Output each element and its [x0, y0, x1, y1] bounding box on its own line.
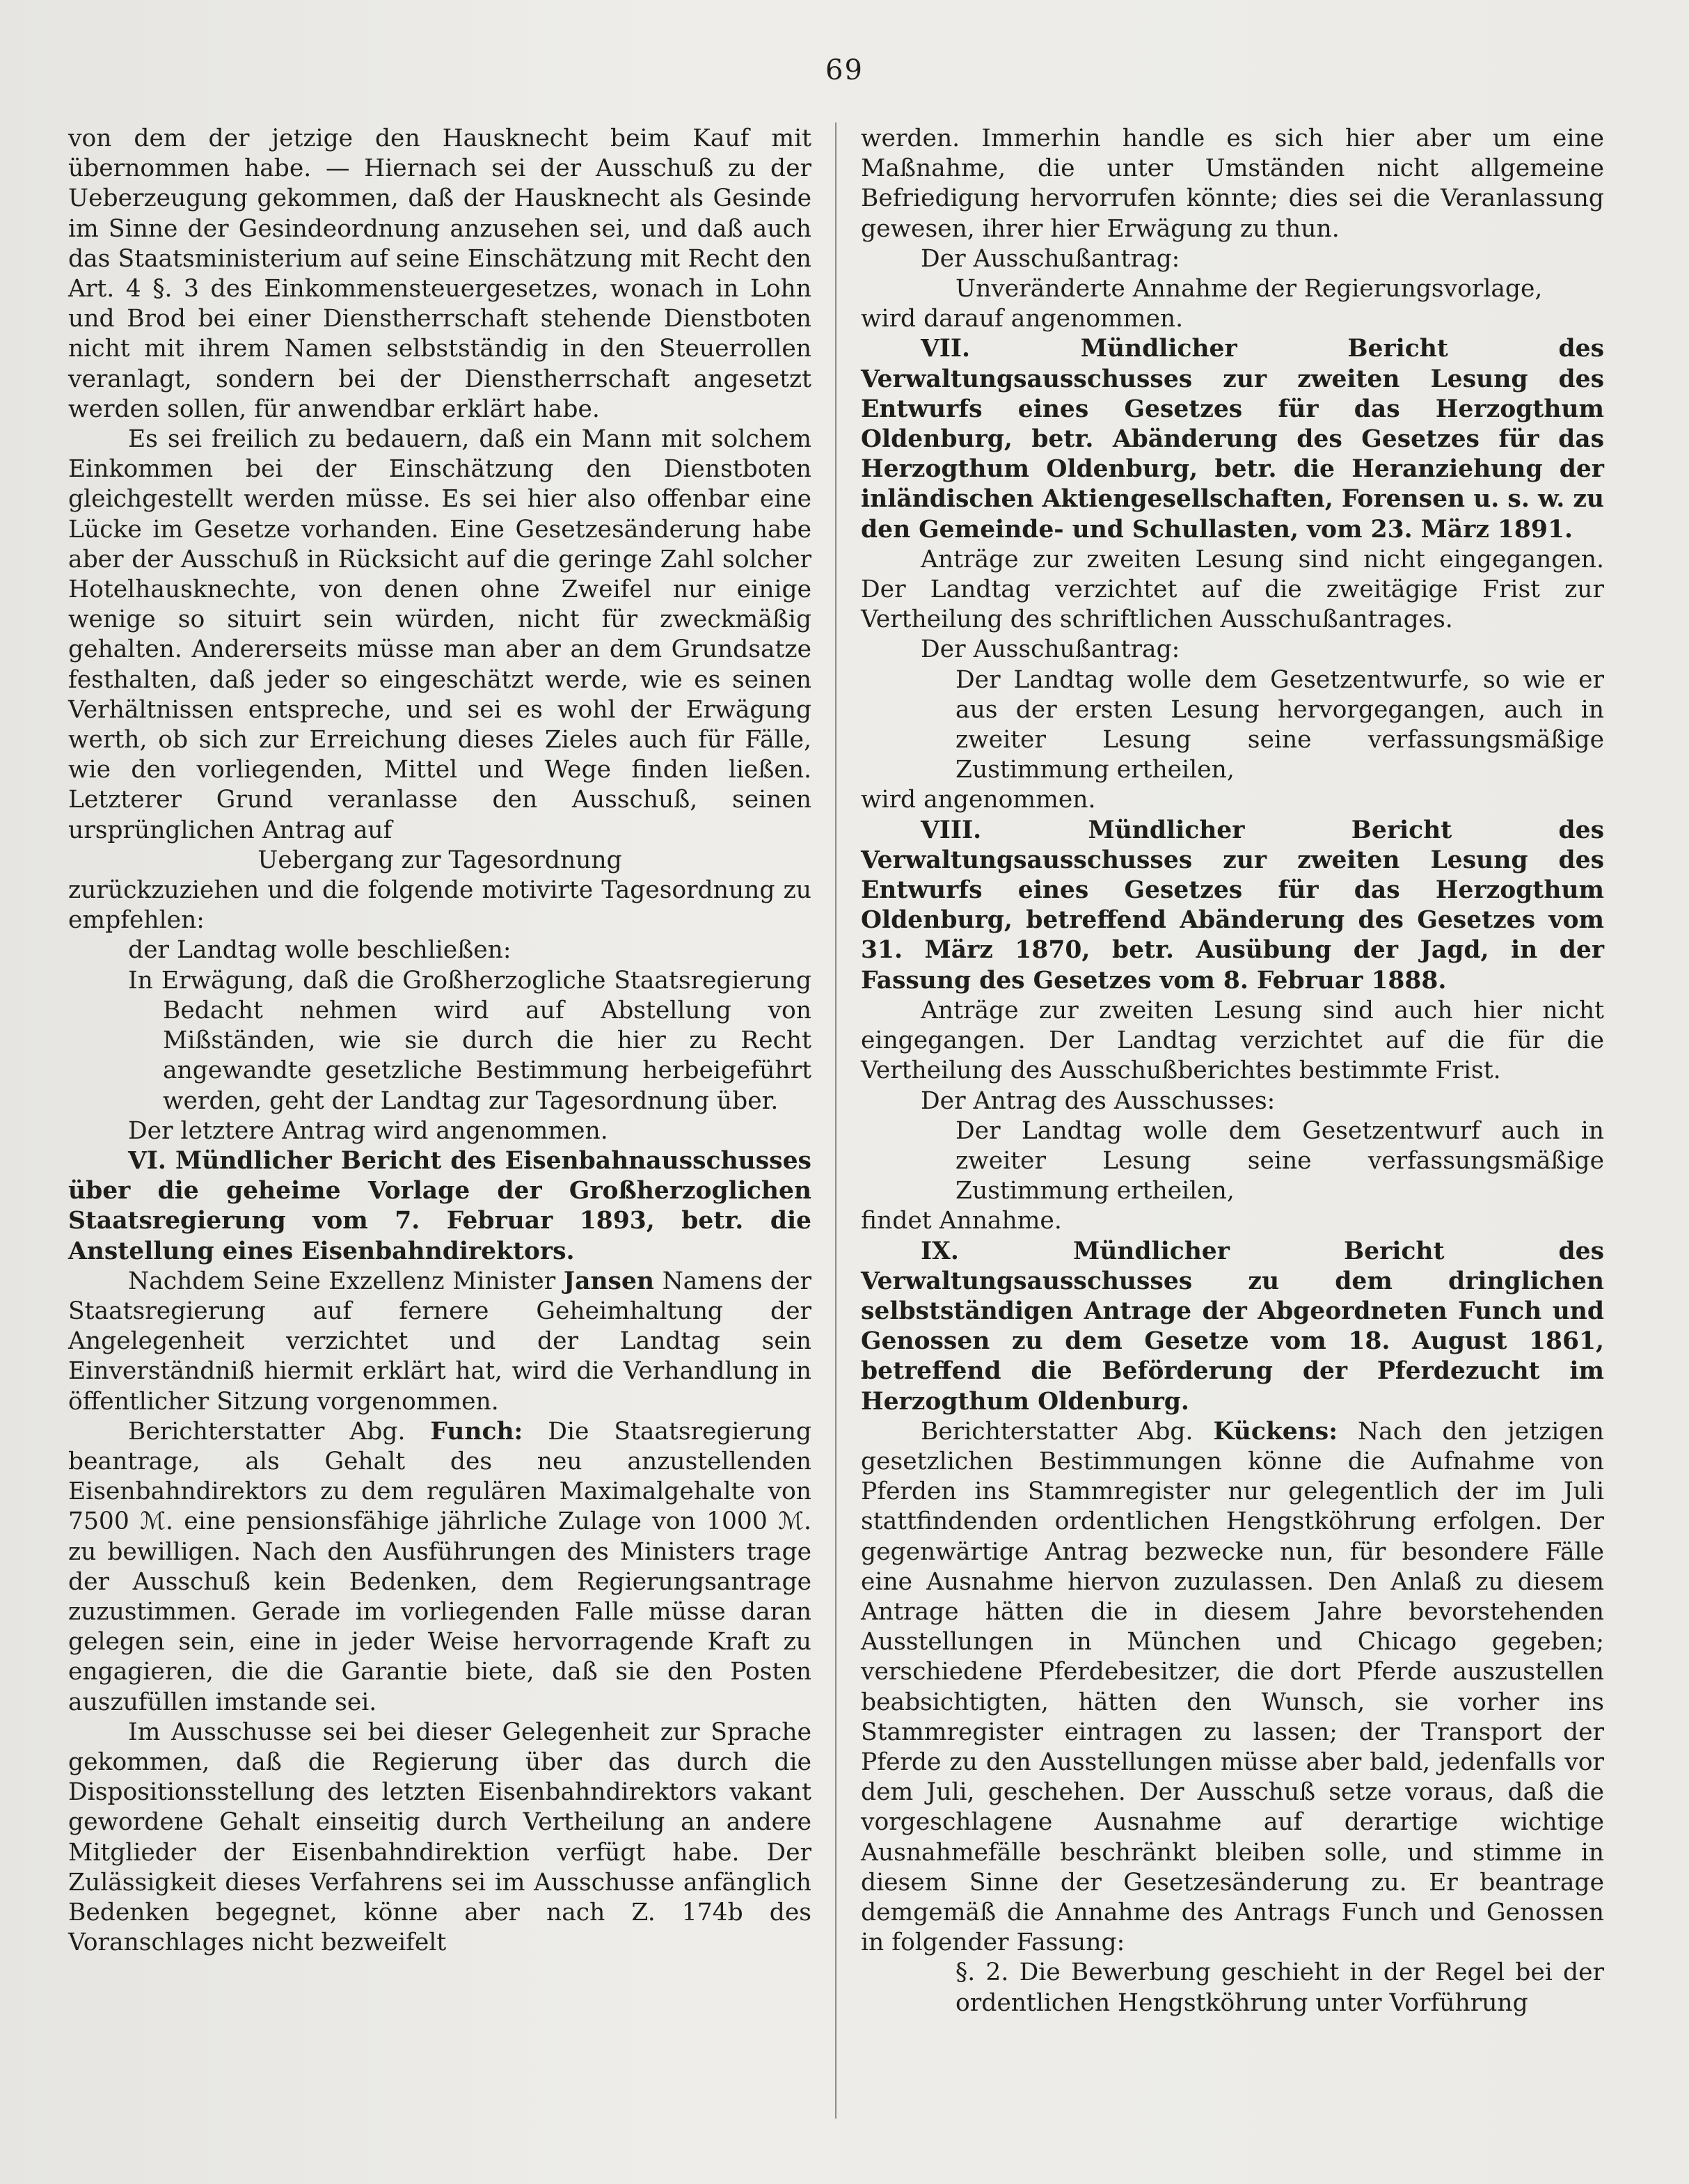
section-title: Mündlicher Bericht des Verwaltungsausschusses zur zweiten Lesung des Entwurfs eines Gesetzes für das Herzogthum Oldenburg, betr. Abänderung des Gesetzes für das Herzogthum Oldenburg, betr. die Heranziehung der inländischen Aktiengesellschaften, Forensen u. s. w. zu den Gemeinde- und Schullasten, vom 23. März 1891.: [861, 335, 1605, 544]
section-title: Mündlicher Bericht des Verwaltungsausschusses zu dem dringlichen selbstständigen Antrage der Abgeordneten Funch und Genossen zu dem Gesetze vom 18. August 1861, betreffend die Beförderung der Pferdezucht im Herzogthum Oldenburg.: [861, 1237, 1605, 1416]
section-heading: [861, 1237, 1604, 1417]
section-title: Mündlicher Bericht des Verwaltungsausschusses zur zweiten Lesung des Entwurfs eines Gesetzes für das Herzogthum Oldenburg, betreffend Abänderung des Gesetzes vom 31. März 1870, betr. Ausübung der Jagd, in der Fassung des Gesetzes vom 8. Februar 1888.: [861, 816, 1604, 995]
centered-line: Uebergang zur Tagesordnung: [257, 846, 622, 874]
right-column: [861, 124, 1604, 2018]
paragraph: Im Ausschusse sei bei dieser Gelegenheit zur Sprache gekommen, daß die Regierung über das durch die Dispositionsstellung des letzten Eisenbahndirektors vakant gewordene Gehalt einseitig durch Vertheilung an andere Mitglieder der Eisenbahndirektion verfügt habe. Der Zulässigkeit dieses Verfahrens sei im Ausschusse anfänglich Bedenken begegnet, könne aber nach Z. 174b des Voranschlages nicht bezweifelt: [68, 1718, 811, 1957]
paragraph-text: Nach den jetzigen gesetzlichen Bestimmungen könne die Aufnahme von Pferden ins Stammregister nur gelegentlich der im Juli stattfindenden ordentlichen Hengstköhrung erfolgen. Der gegenwärtige Antrag bezwecke nun, für besondere Fälle eine Ausnahme hiervon zuzulassen. Den Anlaß zu diesem Antrage hätten die in diesem Jahre bevorstehenden Ausstellungen in München und Chicago gegeben; verschiedene Pferdebesitzer, die dort Pferde auszustellen beabsichtigten, hätten den Wunsch, sie vorher ins Stammregister eintragen zu lassen; der Transport der Pferde zu den Ausstellungen müsse aber bald, jedenfalls vor dem Juli, geschehen. Der Ausschuß setze voraus, daß die vorgeschlagene Ausnahme auf derartige wichtige Ausnahmefälle beschränkt bleiben solle, und stimme in diesem Sinne der Gesetzesänderung zu. Er beantrage demgemäß die Annahme des Antrags Funch und Genossen in folgender Fassung:: [861, 1417, 1605, 1957]
paragraph: [68, 1417, 811, 1718]
paragraph: Der Ausschußantrag:: [921, 635, 1180, 664]
paragraph: Unveränderte Annahme der Regierungsvorlage,: [955, 275, 1543, 303]
paragraph: von dem der jetzige den Hausknecht beim Kauf mit übernommen habe. — Hiernach sei der Ausschuß zu der Ueberzeugung gekommen, daß der Hausknecht als Gesinde im Sinne der Gesindeordnung anzusehen sei, und daß auch das Staatsministerium auf seine Einschätzung mit Recht den Art. 4 §. 3 des Einkommensteuergesetzes, wonach in Lohn und Brod bei einer Dienstherrschaft stehende Dienstboten nicht mit ihrem Namen selbstständig in den Steuerrollen veranlagt, sondern bei der Dienstherrschaft angesetzt werden sollen, für anwendbar erklärt habe.: [68, 125, 811, 423]
left-column: [68, 124, 811, 1958]
paragraph: werden. Immerhin handle es sich hier aber um eine Maßnahme, die unter Umständen nicht allgemeine Befriedigung hervorrufen könnte; dies sei die Veranlassung gewesen, ihrer hier Erwägung zu thun.: [861, 125, 1604, 243]
paragraph-lead: Berichterstatter Abg.: [921, 1417, 1214, 1446]
speaker-name: Jansen: [563, 1267, 655, 1295]
paragraph: der Landtag wolle beschließen:: [128, 936, 512, 965]
section-number: VIII.: [921, 816, 982, 844]
paragraph: Der Antrag des Ausschusses:: [921, 1086, 1276, 1115]
paragraph-lead: Nachdem Seine Exzellenz Minister: [128, 1267, 564, 1295]
section-title: Mündlicher Bericht des Eisenbahnausschusses über die geheime Vorlage der Großherzoglichen Staatsregierung vom 7. Februar 1893, betr. die Anstellung eines Eisenbahndirektors.: [68, 1146, 811, 1265]
speaker-name: Funch:: [430, 1417, 523, 1446]
paragraph: Der Landtag wolle dem Gesetzentwurf auch in zweiter Lesung seine verfassungsmäßige Zustimmung ertheilen,: [955, 1116, 1604, 1205]
paragraph: In Erwägung, daß die Großherzogliche Staatsregierung Bedacht nehmen wird auf Abstellung von Mißständen, wie sie durch die hier zu Recht angewandte gesetzliche Bestimmung herbeigeführt werden, geht der Landtag zur Tagesordnung über.: [128, 966, 811, 1115]
paragraph: Es sei freilich zu bedauern, daß ein Mann mit solchem Einkommen bei der Einschätzung den Dienstboten gleichgestellt werden müsse. Es sei hier also offenbar eine Lücke im Gesetze vorhanden. Eine Gesetzesänderung habe aber der Ausschuß in Rücksicht auf die geringe Zahl solcher Hotelhausknechte, von denen ohne Zweifel nur einige wenige so situirt sein würden, nicht für zweckmäßig gehalten. Andererseits müsse man aber an dem Grundsatze festhalten, daß jeder so eingeschätzt werde, wie es seinen Verhältnissen entspreche, und sei es wohl der Erwägung werth, ob sich zur Erreichung dieses Zieles auch für Fälle, wie den vorliegenden, Mittel und Wege finden ließen. Letzterer Grund veranlasse den Ausschuß, seinen ursprünglichen Antrag auf: [68, 425, 811, 844]
paragraph: Der Landtag wolle dem Gesetzentwurfe, so wie er aus der ersten Lesung hervorgegangen, auch in zweiter Lesung seine verfassungsmäßige Zustimmung ertheilen,: [955, 665, 1604, 784]
paragraph: wird angenommen.: [861, 786, 1096, 814]
speaker-name: Kückens:: [1213, 1417, 1338, 1446]
paragraph: [68, 1267, 811, 1417]
paragraph-text: Die Staatsregierung beantrage, als Gehalt des neu anzustellenden Eisenbahndirektors zu dem regulären Maximalgehalte von 7500 ℳ. eine pensionsfähige jährliche Zulage von 1000 ℳ. zu bewilligen. Nach den Ausführungen des Ministers trage der Ausschuß kein Bedenken, dem Regierungsantrage zuzustimmen. Gerade im vorliegenden Falle müsse daran gelegen sein, eine in jeder Weise hervorragende Kraft zu engagieren, die die Garantie biete, daß sie den Posten auszufüllen imstande sei.: [68, 1417, 811, 1716]
paragraph: Der Ausschußantrag:: [921, 244, 1180, 273]
paragraph: Anträge zur zweiten Lesung sind auch hier nicht eingegangen. Der Landtag verzichtet auf die für die Vertheilung des Ausschußberichtes bestimmte Frist.: [861, 996, 1604, 1085]
paragraph: [861, 1417, 1604, 1959]
paragraph-text: Namens der Staatsregierung auf fernere Geheimhaltung der Angelegenheit verzichtet und der Landtag sein Einverständniß hiermit erklärt hat, wird die Verhandlung in öffentlicher Sitzung vorgenommen.: [68, 1267, 811, 1416]
paragraph: zurückzuziehen und die folgende motivirte Tagesordnung zu empfehlen:: [68, 876, 811, 935]
paragraph: §. 2. Die Bewerbung geschieht in der Regel bei der ordentlichen Hengstköhrung unter Vorführung: [955, 1959, 1604, 2017]
paragraph: wird darauf angenommen.: [861, 305, 1184, 333]
paragraph: Anträge zur zweiten Lesung sind nicht eingegangen. Der Landtag verzichtet auf die zweitägige Frist zur Vertheilung des schriftlichen Ausschußantrages.: [861, 545, 1604, 634]
section-number: VI.: [128, 1146, 166, 1175]
paragraph: Der letztere Antrag wird angenommen.: [128, 1116, 608, 1145]
paragraph: findet Annahme.: [861, 1207, 1062, 1235]
section-heading: [861, 816, 1604, 996]
section-number: VII.: [921, 335, 971, 363]
page-number: 69: [825, 54, 864, 86]
section-heading: [68, 1146, 811, 1267]
section-number: IX.: [921, 1237, 959, 1265]
paragraph-lead: Berichterstatter Abg.: [128, 1417, 431, 1446]
column-divider: [835, 122, 836, 2119]
section-heading: [861, 334, 1604, 544]
